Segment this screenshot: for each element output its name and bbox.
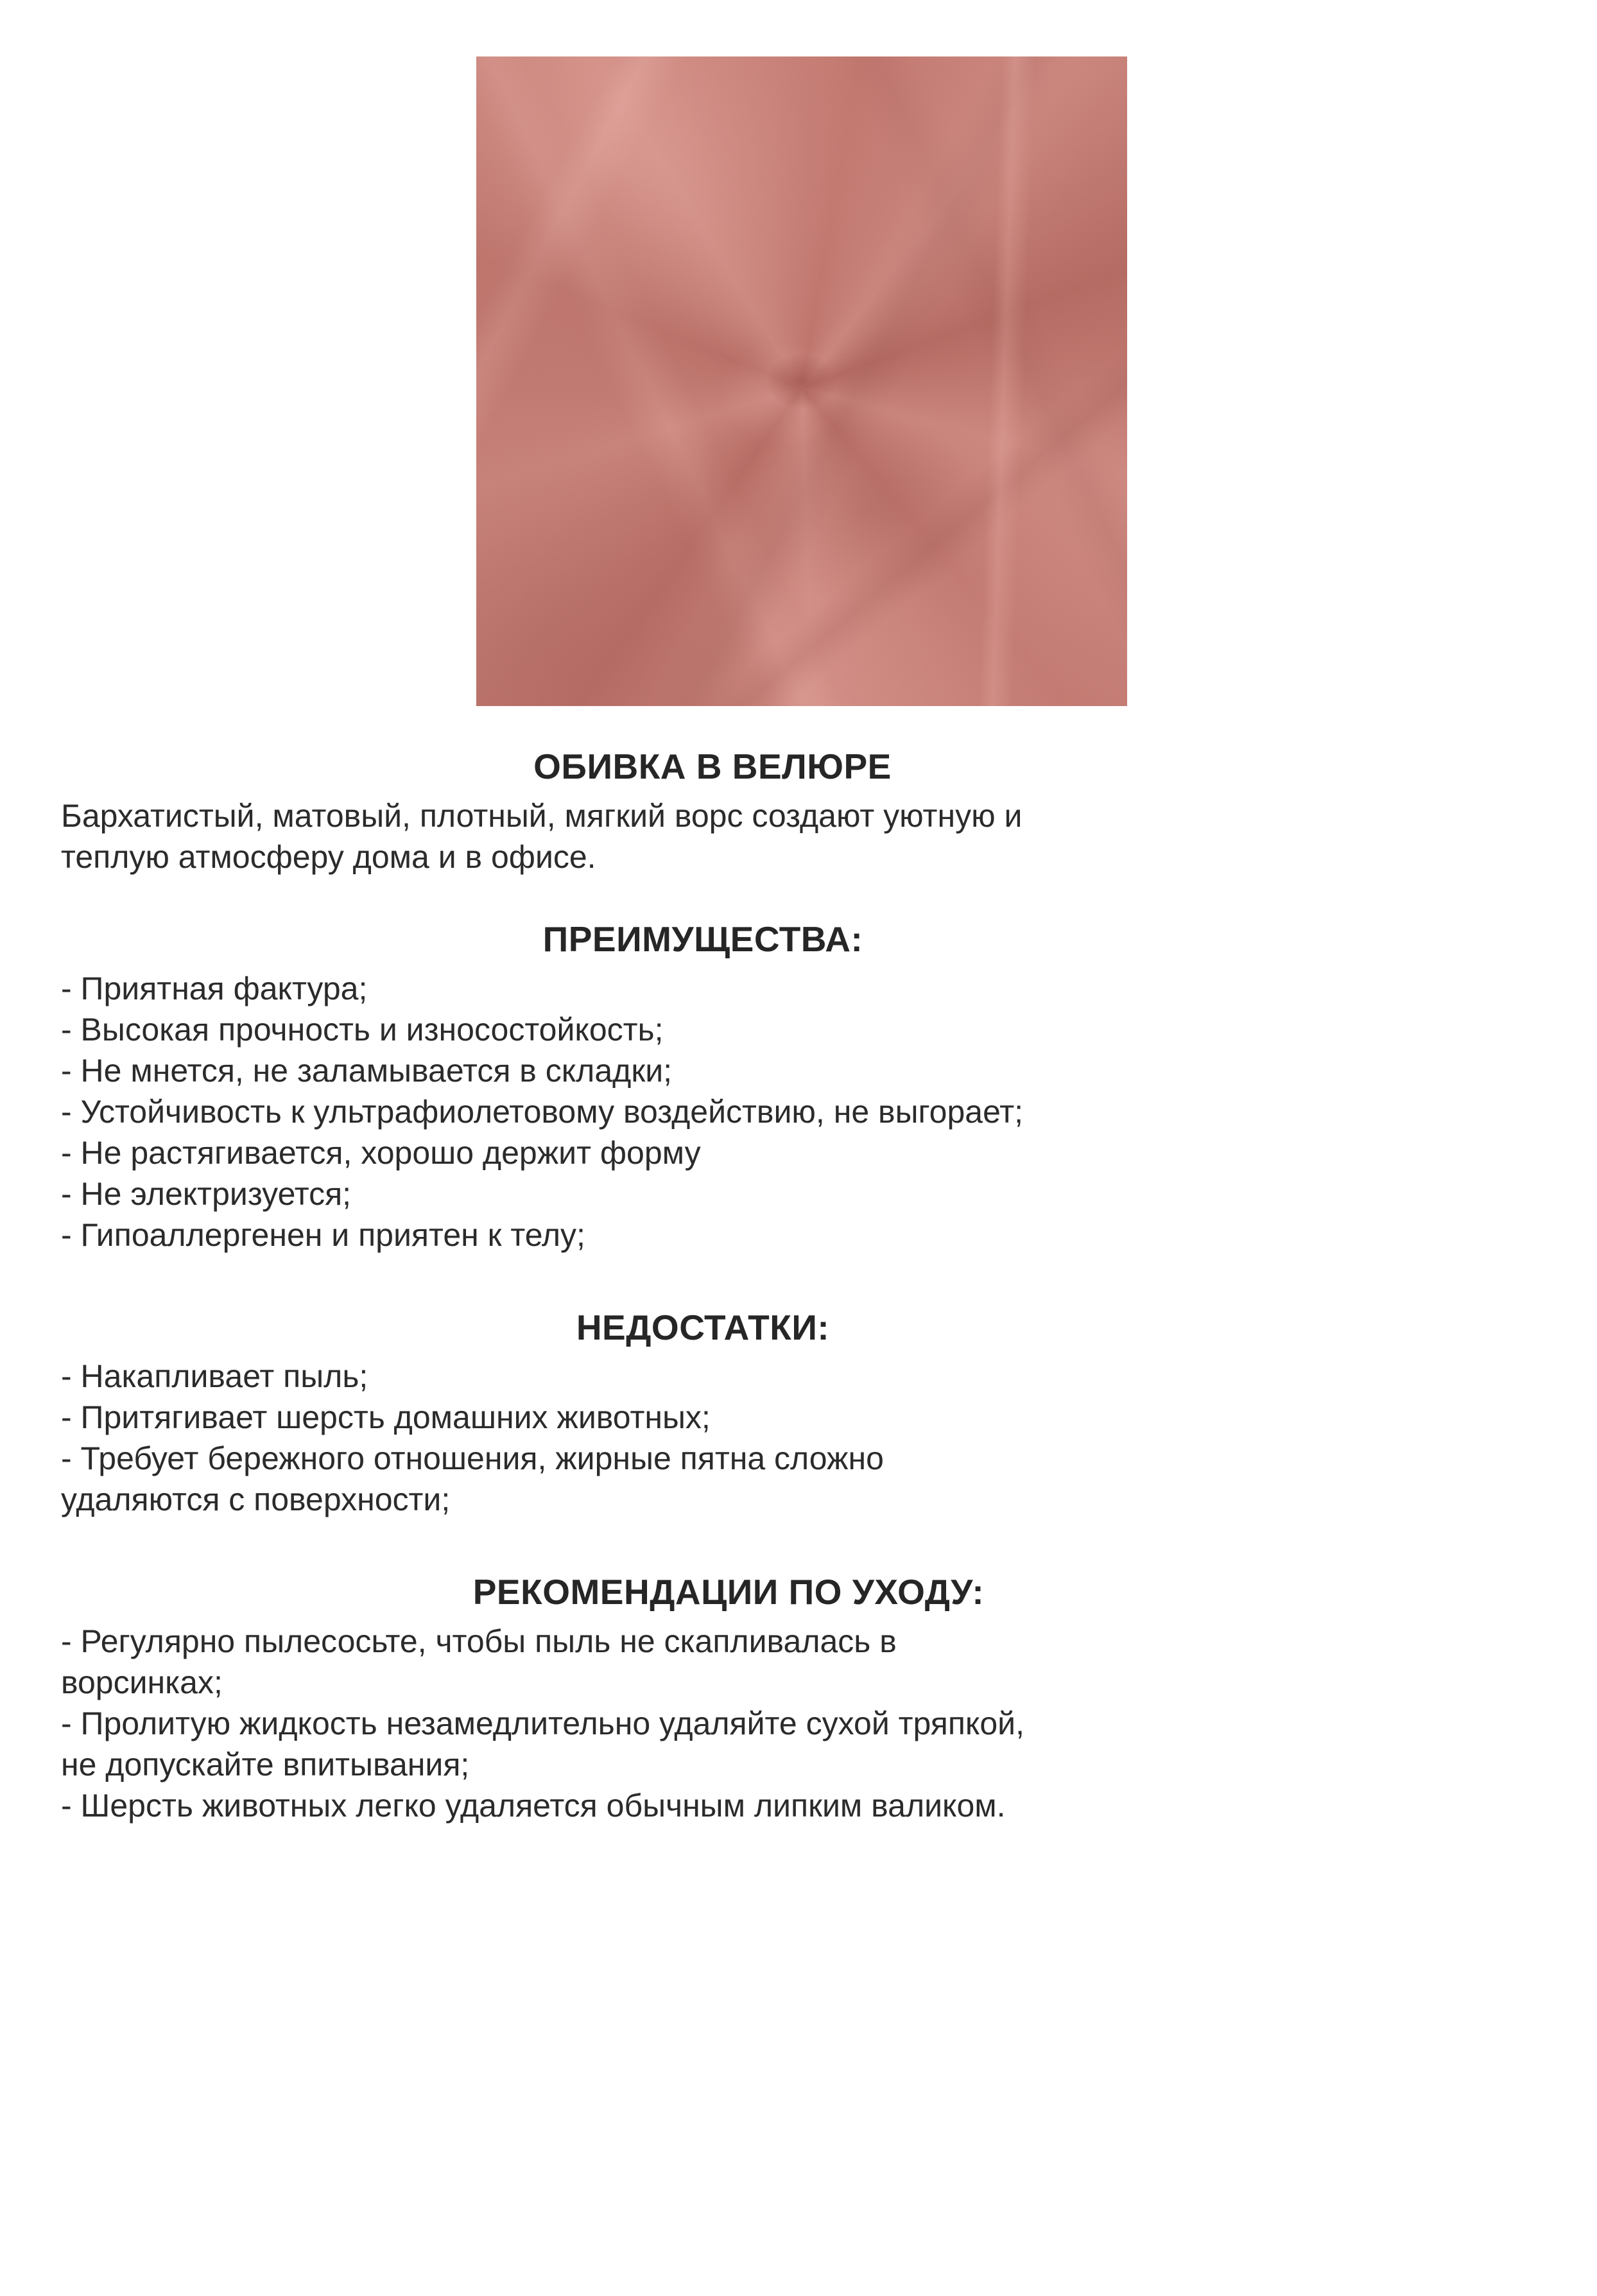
list-item: - Пролитую жидкость незамедлительно удаляйте сухой тряпкой, bbox=[61, 1705, 1025, 1741]
list-item: - Приятная фактура; bbox=[61, 970, 368, 1006]
spacer bbox=[61, 1349, 1557, 1356]
section-heading-care: РЕКОМЕНДАЦИИ ПО УХОДУ: bbox=[472, 1572, 985, 1612]
velour-fabric-image bbox=[476, 56, 1127, 706]
list-item: - Устойчивость к ультрафиолетовому воздействию, не выгорает; bbox=[61, 1093, 1024, 1130]
intro-line-1: Бархатистый, матовый, плотный, мягкий ворс создают уютную и bbox=[61, 797, 1023, 834]
list-item: - Не растягивается, хорошо держит форму bbox=[61, 1134, 701, 1171]
list-item: - Гипоаллергенен и приятен к телу; bbox=[61, 1216, 585, 1253]
spacer bbox=[61, 1520, 1557, 1570]
list-item: - Шерсть животных легко удаляется обычным липким валиком. bbox=[61, 1788, 1006, 1824]
fabric-photo bbox=[476, 56, 1127, 706]
list-item: - Требует бережного отношения, жирные пятна сложно bbox=[61, 1440, 884, 1477]
list-item: - Регулярно пылесосьте, чтобы пыль не скапливалась в bbox=[61, 1623, 897, 1659]
spacer bbox=[61, 877, 1557, 917]
spacer bbox=[61, 962, 1557, 968]
page-title: ОБИВКА В ВЕЛЮРЕ bbox=[533, 747, 892, 786]
list-item-continuation: ворсинках; bbox=[61, 1664, 223, 1700]
text-content bbox=[61, 745, 1557, 1826]
list-item: - Накапливает пыль; bbox=[61, 1358, 368, 1395]
list-item: - Высокая прочность и износостойкость; bbox=[61, 1011, 664, 1048]
intro-line-2: теплую атмосферу дома и в офисе. bbox=[61, 838, 596, 875]
section-heading-disadvantages: НЕДОСТАТКИ: bbox=[576, 1307, 830, 1347]
list-item: - Притягивает шерсть домашних животных; bbox=[61, 1399, 711, 1436]
section-heading-advantages: ПРЕИМУЩЕСТВА: bbox=[542, 919, 863, 959]
list-item: - Не электризуется; bbox=[61, 1175, 352, 1212]
list-item-continuation: не допускайте впитывания; bbox=[61, 1747, 470, 1782]
spacer bbox=[61, 1614, 1557, 1621]
spacer bbox=[61, 789, 1557, 795]
list-item: - Не мнется, не заламывается в складки; bbox=[61, 1052, 673, 1089]
spacer bbox=[61, 1256, 1557, 1306]
list-item-continuation: удаляются с поверхности; bbox=[61, 1481, 451, 1518]
